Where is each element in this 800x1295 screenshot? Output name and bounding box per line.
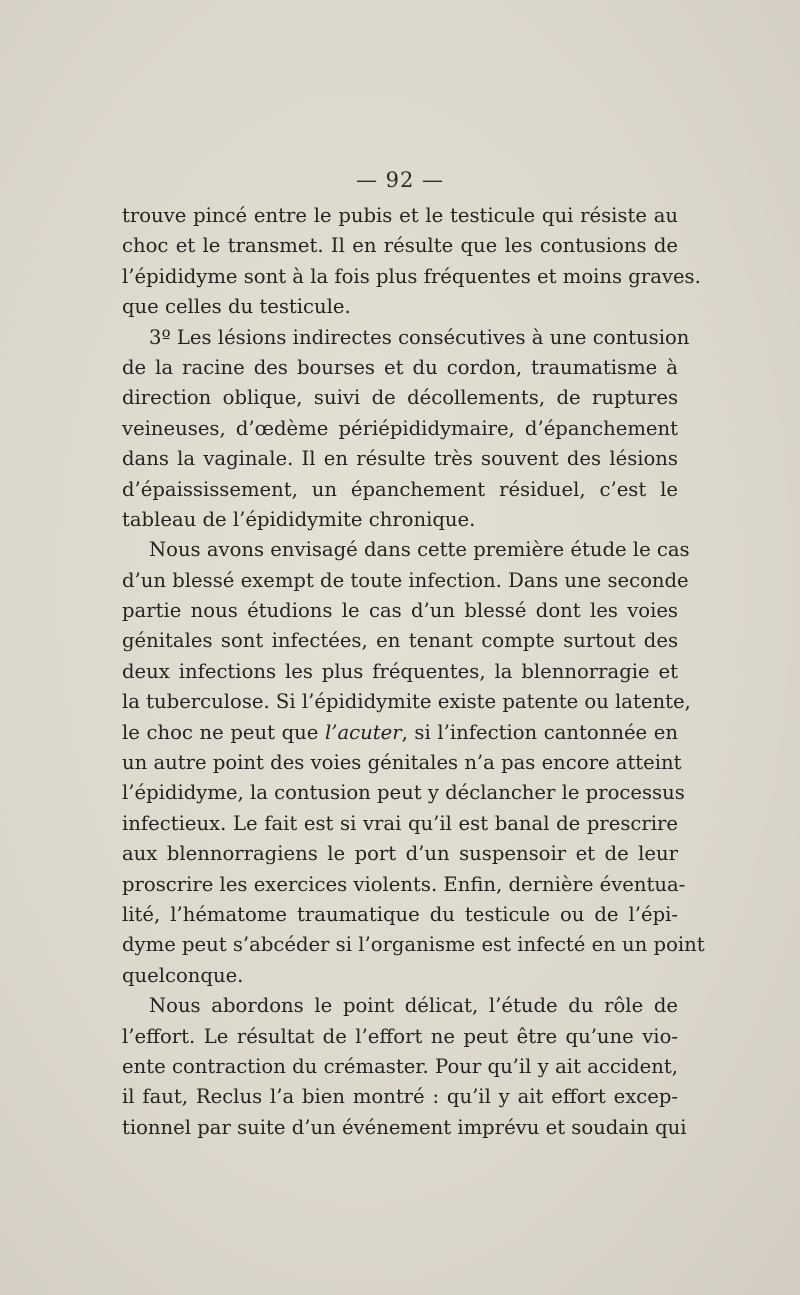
text-line: trouve pincé entre le pubis et le testicule qui résiste au — [122, 204, 678, 227]
text-line: d’un blessé exempt de toute infection. Dans une seconde — [122, 568, 689, 592]
text-line: Nous avons envisagé dans cette première étude le cas — [149, 538, 690, 562]
text-line: quelconque. — [122, 963, 244, 987]
text-line: l’effort. Le résultat de l’effort ne peut être qu’une vio- — [122, 1024, 678, 1048]
text-line: infectieux. Le fait est si vrai qu’il est banal de prescrire — [122, 811, 678, 835]
text-line: tionnel par suite d’un événement imprévu et soudain qui — [122, 1115, 687, 1139]
text-line: dans la vaginale. Il en résulte très souvent des lésions — [122, 447, 678, 471]
text-line: choc et le transmet. Il en résulte que les contusions de — [122, 234, 678, 258]
text-line-start: le choc ne peut que — [122, 720, 325, 744]
text-line: veineuses, d’œdème périépididymaire, d’épanchement — [122, 416, 678, 440]
text-line: il faut, Reclus l’a bien montré : qu’il y ait effort excep- — [122, 1085, 678, 1109]
text-line: l’épididyme, la contusion peut y déclancher le processus — [122, 781, 685, 805]
text-line: Nous abordons le point délicat, l’étude du rôle de — [149, 994, 678, 1018]
text-line: d’épaississement, un épanchement résiduel, c’est le — [122, 477, 678, 501]
text-line: ente contraction du crémaster. Pour qu’il y ait accident, — [122, 1054, 678, 1078]
page-number: — 92 — — [355, 168, 445, 192]
body-text — [122, 201, 705, 1143]
text-line: 3º Les lésions indirectes consécutives à une contusion — [149, 325, 690, 349]
text-line: un autre point des voies génitales n’a pas encore atteint — [122, 751, 682, 775]
text-line: dyme peut s’abcéder si l’organisme est infecté en un point — [122, 933, 705, 957]
text-line — [122, 718, 678, 748]
text-line: tableau de l’épididymite chronique. — [122, 507, 476, 531]
text-line-end: , si l’infection cantonnée en — [401, 720, 678, 744]
text-line: l’épididyme sont à la fois plus fréquentes et moins graves. — [122, 264, 701, 288]
text-line: que celles du testicule. — [122, 295, 351, 319]
text-line: partie nous étudions le cas d’un blessé dont les voies — [122, 599, 678, 623]
text-line: proscrire les exercices violents. Enfin, dernière éventua- — [122, 872, 686, 896]
text-line: aux blennorragiens le port d’un suspensoir et de leur — [122, 842, 678, 866]
text-line: génitales sont infectées, en tenant compte surtout des — [122, 629, 678, 653]
italic-term: l’acuter — [324, 720, 402, 744]
text-line: la tuberculose. Si l’épididymite existe patente ou latente, — [122, 690, 691, 714]
text-line: lité, l’hématome traumatique du testicule ou de l’épi- — [122, 902, 678, 926]
text-line: deux infections les plus fréquentes, la blennorragie et — [122, 659, 678, 683]
text-line: de la racine des bourses et du cordon, traumatisme à — [122, 355, 678, 379]
text-line: direction oblique, suivi de décollements, de ruptures — [122, 386, 678, 410]
